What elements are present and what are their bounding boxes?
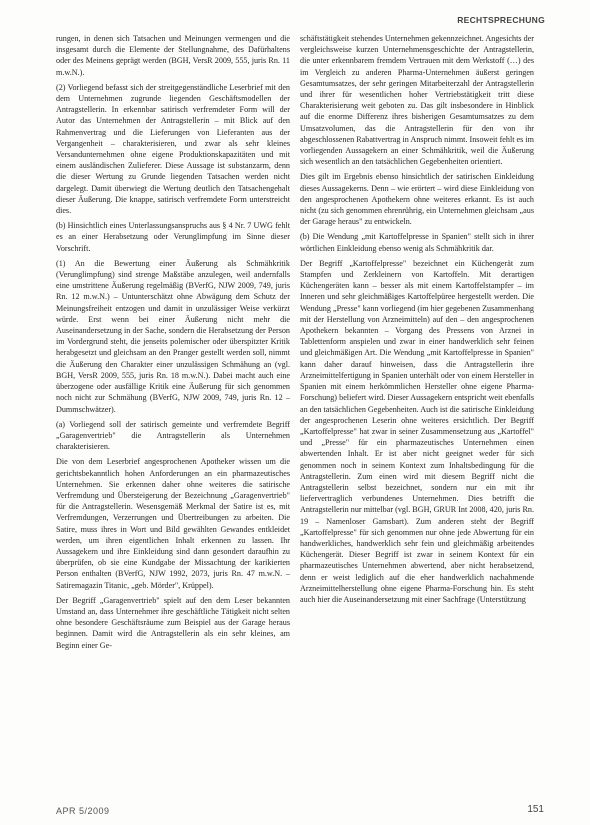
section-header: RECHTSPRECHUNG — [457, 15, 545, 25]
paragraph: Dies gilt im Ergebnis ebenso hinsichtlich der satirischen Einkleidung dieses Aussagekerns. Denn – wie erörtert – wird diese Einkleidung von den angesprochenen Apothekern ohne weiteres erkannt. Es ist auch nicht (zu sich genommen ehrenrührig, ein Unternehmen gleichsam „aus der Garage heraus" zu entwickeln. — [300, 172, 534, 227]
left-column — [56, 33, 290, 651]
paragraph: Die von dem Leserbrief angesprochenen Apotheker wissen um die gerichtsbekanntlich hohen Anforderungen an ein pharmazeutisches Unternehmen. Sie erkennen daher ohne weiteres die satirische Verfremdung und Übersteigerung der Bezeichnung „Garagenvertrieb" für die Antragstellerin. Wesensgemäß Merkmal der Satire ist es, mit Verfremdungen, Verzerrungen und Übertreibungen zu arbeiten. Die Satire, muss ihres in Wort und Bild gewählten Gewandes entkleidet werden, um ihren eigentlichen Inhalt erkennen zu lassen. Ihr Aussagekern und ihre Einkleidung sind dann gesondert daraufhin zu überprüfen, ob sie eine Kundgabe der Missachtung der karikierten Person enthalten (BVerfG, NJW 1992, 2073, juris Rn. 47 m.w.N. – Satiremagazin Titanic, „geb. Mörder", Krüppel). — [56, 457, 290, 590]
paragraph: rungen, in denen sich Tatsachen und Meinungen vermengen und die insgesamt durch die Elemente der Stellungnahme, des Dafürhaltens oder des Meinens geprägt werden (BGH, VersR 2009, 555, juris Rn. 11 m.w.N.). — [56, 34, 290, 77]
paragraph: Der Begriff „Kartoffelpresse" bezeichnet ein Küchengerät zum Stampfen und Zerkleinern von Kartoffeln. Mit derartigen Küchengeräten kann – besser als mit einem Kartoffelstampfer – im Inneren und sehr gleichmäßiges Kartoffelpüree hergestellt werden. Die Wendung „Presse" kann vorliegend (im hier gegebenen Zusammenhang mit der Herstellung von Arzneimitteln) auf den – den angesprochenen Apothekern bekannten – Vorgang des Pressens von Arznei in Tablettenform anspielen und zwar in einer handwerklich sehr feinen und gleichmäßigen Art. Die Wendung „mit Kartoffelpresse in Spanien" kann daher darauf hinweisen, dass die Antragstellerin ihre Arzneimittelfertigung in Spanien unterhält oder von einem Hersteller in Spanien mit einem herkömmlichen Hersteller ohne eigene Pharma-Forschung) beliefert wird. Dieser Aussagekern entspricht weit ebenfalls an den tatsächlichen Gegebenheiten. Auch ist die satirische Einkleidung der angesprochenen Leserin ohne weiteres ersichtlich. Der Begriff „Kartoffelpresse" hat zwar in seiner Zusammensetzung aus „Kartoffel" und „Presse" für ein pharmazeutisches Unternehmen einen abwertenden Inhalt. Er ist aber nicht geeignet weder für sich genommen noch in seinem Kontext zum Inhaltsbedingung für die Antragstellerin. Zum einen wird mit diesem Begriff nicht die Antragstellerin selbst bezeichnet, sondern nur ein mit ihr liefervertraglich verbundenes Unternehmen. Dies betrifft die Antragstellerin nur mittelbar (vgl. BGH, GRUR Int 2008, 420, juris Rn. 19 – Namenloser Gamsbart). Zum anderen steht der Begriff „Kartoffelpresse" für sich genommen nur ohne jede Abwertung für ein handwerkliches, handwerklich sehr fein und gleichmäßig arbeitendes Küchengerät. Dieser Begriff ist zwar in seinem Kontext für ein pharmazeutisches Unternehmen abwertend, aber nicht herabsetzend, denn er weist lediglich auf die eher handwerklich nachahmende Arzneimittelherstellung ohne eigene Pharma-Forschung hin. Es steht auch hier die Auseinandersetzung mit einer Sachfrage (Unterstützung — [300, 258, 534, 604]
paragraph: (1) An die Bewertung einer Äußerung als Schmähkritik (Verunglimpfung) sind strenge Maßstäbe anzulegen, weil andernfalls eine umstrittene Äußerung regelmäßig (BVerfG, NJW 2009, 749, juris Rn. 12 m.w.N.) – Untunterschätzt ohne Abwägung dem Schutz der Meinungsfreiheit entzogen und damit in unzulässiger Weise verkürzt würde. Erst wenn bei einer Äußerung nicht mehr die Auseinandersetzung in der Sache, sondern die Herabsetzung der Person im Vordergrund steht, die jenseits polemischer oder überspitzter Kritik herabgesetzt und gleichsam an den Pranger gestellt werden soll, nimmt die Äußerung den Charakter einer unzulässigen Schmähung an (vgl. BGH, VersR 2009, 555, juris Rn. 18 m.w.N.). Dabei macht auch eine überzogene oder ausfällige Kritik eine Äußerung für sich genommen noch nicht zur Schmähung (BVerfG, NJW 2009, 749, juris Rn. 12 – Dummschwätzer). — [56, 258, 290, 414]
paragraph: (b) Hinsichtlich eines Unterlassungsanspruchs aus § 4 Nr. 7 UWG fehlt es an einer Herabsetzung oder Verunglimpfung im Sinne dieser Vorschrift. — [56, 221, 290, 253]
paragraph: (2) Vorliegend befasst sich der streitgegenständliche Leserbrief mit den dem Unternehmen zugrunde liegenden Geschäftsmodellen der Antragstellerin. In erkennbar satirisch verfremdeter Form will der Autor das Unternehmen der Antragstellerin – mit Blick auf den Rahmenvertrag und die Lieferungen von Lieferanten aus der Vergangenheit – charakterisieren, und zwar als sehr kleines Versandunternehmen ohne eigene Produktionskapazitäten und mit einem ausländischen Zulieferer. Diese Aussage ist substanzarm, denn die dieser Wertung zu Grunde liegenden Tatsachen werden nicht dargelegt. Damit überwiegt die Wertung deutlich den Tatsachengehalt dieser Äußerung. Die knappe, satirisch verfremdete Form unterstreicht dies. — [56, 82, 290, 216]
page-number: 151 — [527, 804, 544, 815]
right-column — [300, 33, 534, 605]
journal-issue: APR 5/2009 — [56, 806, 110, 816]
paragraph: schäftstätigkeit stehendes Unternehmen gekennzeichnet. Angesichts der vergleichsweise kurzen Unternehmensgeschichte der Antragstellerin, die unter erkennbarem fremdem Vertrauen mit dem Werkstoff (…) des im Vergleich zu anderen Pharma-Unternehmen äußerst geringen Gesamtumsatzes, der sehr geringen Mitarbeiterzahl der Antragstellerin und ihrer für wesentlichen hoher Vertriebstätigkeit tritt diese Charakterisierung weit geboten zu. Das gilt insbesondere in Hinblick auf die enorme Differenz ihres bisherigen Gesamtumsatzes zu dem Umsatzvolumen, das die Antragstellerin für den von ihr abgeschlossenen Rabattvertrag in Anspruch nimmt. Insoweit fehlt es im vorliegenden Aussagekern an einer Schmähkritik, weil die Äußerung sich wesentlich an den tatsächlichen Gegebenheiten orientiert. — [300, 34, 534, 167]
paragraph: (a) Vorliegend soll der satirisch gemeinte und verfremdete Begriff „Garagenvertrieb" die Antragstellerin als Unternehmen charakterisieren. — [56, 419, 290, 452]
paragraph: Der Begriff „Garagenvertrieb" spielt auf den dem Leser bekannten Umstand an, dass Unternehmer ihre geschäftliche Tätigkeit nicht selten ohne besondere Geschäftsräume zum Beispiel aus der Garage heraus beginnen. Damit wird die Antragstellerin als ein sehr kleines, am Beginn einer Ge- — [56, 595, 290, 650]
paragraph: (b) Die Wendung „mit Kartoffelpresse in Spanien" stellt sich in ihrer wörtlichen Einkleidung ebenso wenig als Schmähkritik dar. — [300, 232, 534, 253]
